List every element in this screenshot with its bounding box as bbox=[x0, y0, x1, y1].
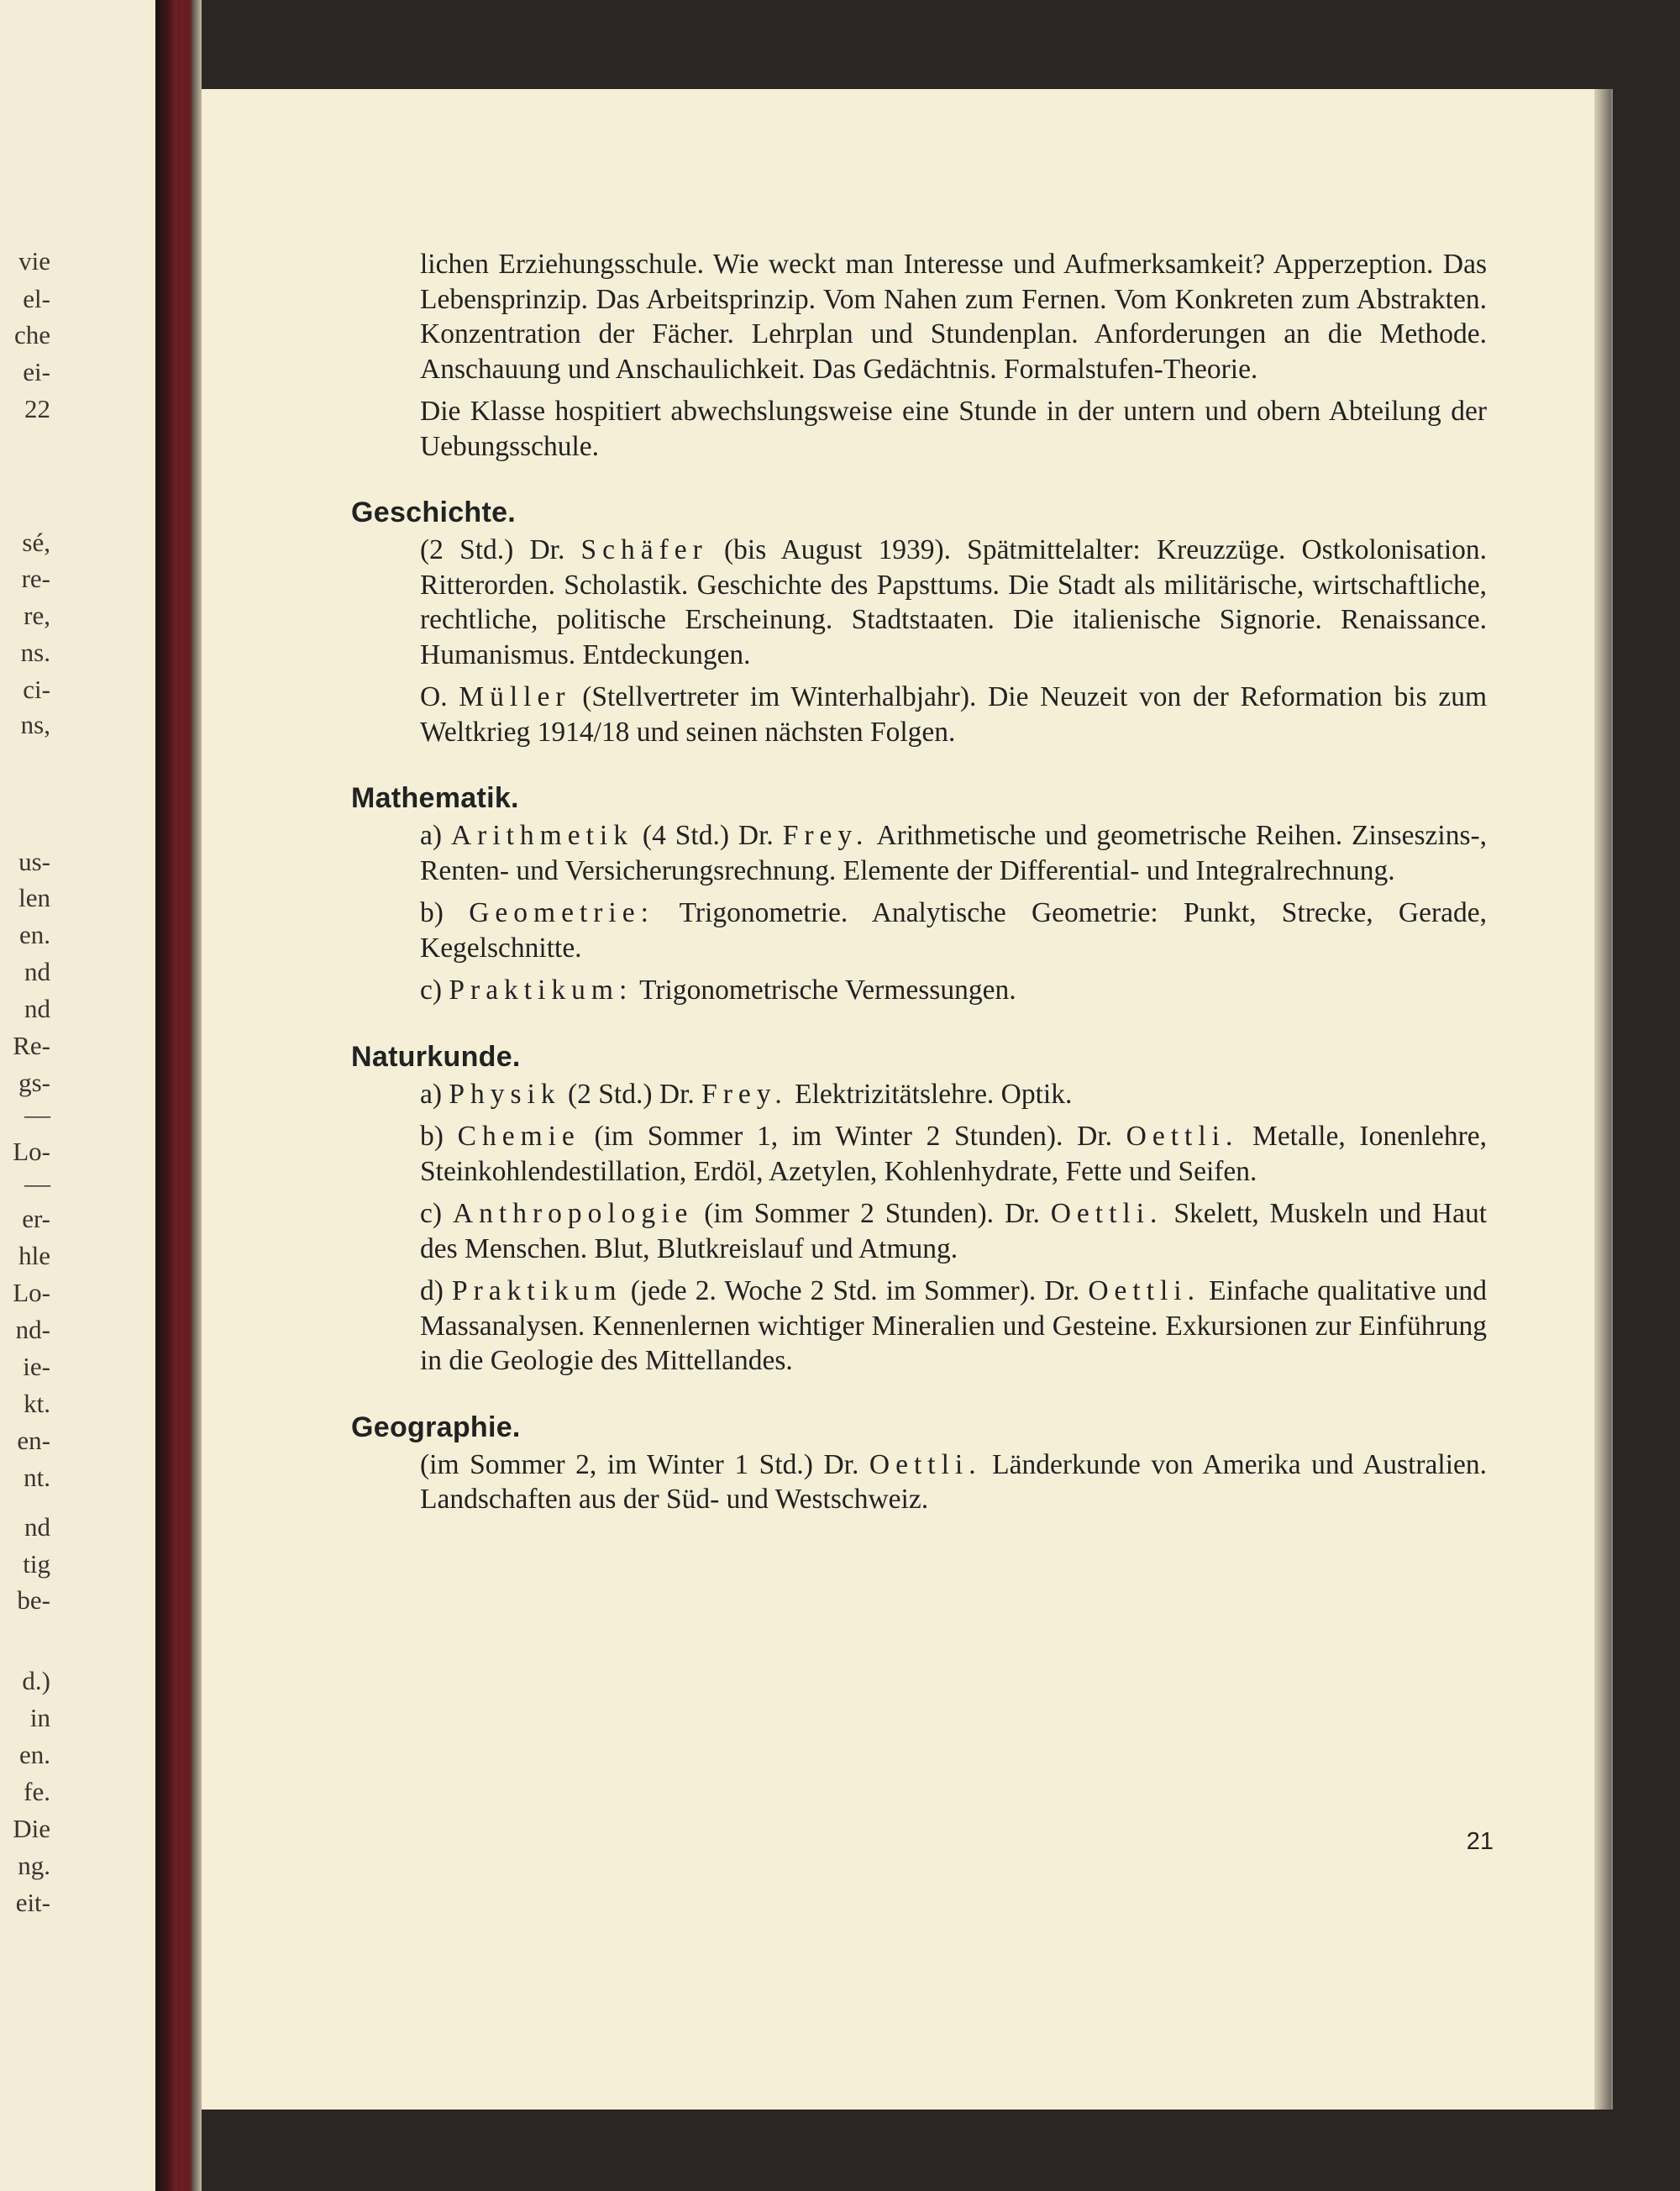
text-span: Elektrizitätslehre. Optik. bbox=[795, 1078, 1073, 1110]
left-page-fragment: d.) bbox=[22, 1666, 50, 1695]
left-page-fragment: nd bbox=[24, 1512, 50, 1542]
left-page-fragment: eit- bbox=[15, 1888, 50, 1917]
item-label: b) bbox=[420, 1121, 444, 1152]
left-page-fragment: — bbox=[24, 1169, 50, 1198]
left-page-fragment: us- bbox=[18, 847, 50, 876]
naturkunde-item-b bbox=[361, 1119, 1487, 1189]
item-label: d) bbox=[420, 1275, 444, 1306]
left-page-fragment: tig bbox=[23, 1549, 50, 1579]
naturkunde-item-c bbox=[361, 1196, 1487, 1266]
teacher-name: Oettli. bbox=[1050, 1198, 1163, 1229]
text-span: (im Sommer 1, im Winter 2 Stunden). Dr. bbox=[594, 1121, 1112, 1152]
teacher-name: Oettli. bbox=[1088, 1275, 1200, 1306]
left-page-fragment: 22 bbox=[24, 394, 50, 423]
text-span: (jede 2. Woche 2 Std. im Sommer). Dr. bbox=[630, 1275, 1080, 1306]
text-span: Trigonometrische Vermessungen. bbox=[639, 975, 1016, 1006]
teacher-name: Oettli. bbox=[1126, 1121, 1239, 1152]
heading-naturkunde: Naturkunde. bbox=[351, 1040, 521, 1073]
intro-paragraph-1 bbox=[361, 247, 1487, 386]
heading-mathematik: Mathematik. bbox=[351, 782, 519, 814]
previous-page-strip bbox=[0, 0, 168, 2191]
text-span: (2 Std.) Dr. bbox=[568, 1078, 695, 1110]
left-page-fragment: ci- bbox=[23, 675, 50, 704]
left-page-fragment: ns. bbox=[20, 638, 50, 667]
item-label: a) bbox=[420, 1078, 443, 1110]
left-page-fragment: re, bbox=[24, 601, 50, 630]
teacher-name: Frey. bbox=[701, 1078, 788, 1110]
subject-name: Arithmetik bbox=[450, 820, 633, 851]
mathematik-item-b bbox=[361, 896, 1487, 965]
subject-name: Praktikum bbox=[452, 1275, 622, 1306]
left-page-fragment: Lo- bbox=[13, 1137, 50, 1166]
text-span: (im Sommer 2 Stunden). Dr. bbox=[704, 1198, 1040, 1229]
subject-name: Anthropologie bbox=[452, 1198, 694, 1229]
left-page-fragment: in bbox=[29, 1703, 50, 1732]
left-page-fragment: hle bbox=[18, 1241, 50, 1270]
item-label: c) bbox=[420, 1198, 443, 1229]
text-span: Länderkunde von Amerika und Australien. Landschaften aus der Süd- und Westschweiz. bbox=[420, 1448, 1488, 1515]
subject-name: Physik bbox=[449, 1078, 561, 1110]
left-page-fragment: nd bbox=[24, 994, 50, 1023]
left-page-fragment: Die bbox=[13, 1814, 50, 1843]
left-page-fragment: en. bbox=[18, 920, 50, 949]
item-label: b) bbox=[420, 897, 444, 928]
left-page-fragment: ng. bbox=[18, 1851, 50, 1880]
text-span: (2 Std.) Dr. bbox=[420, 534, 565, 565]
left-page-fragment: ei- bbox=[23, 357, 50, 386]
text-span: Arithmetische und geometrische Reihen. Zinseszins-, Renten- und Versicherungsrechnung. Elemente der Differential- und Integralrechnung. bbox=[420, 820, 1488, 886]
left-page-fragment: nd- bbox=[15, 1315, 50, 1344]
page-edge bbox=[1594, 89, 1611, 2110]
naturkunde-item-a bbox=[361, 1077, 1487, 1112]
left-page-fragment: re- bbox=[21, 564, 50, 593]
mathematik-item-a bbox=[361, 818, 1487, 888]
naturkunde-item-d bbox=[361, 1274, 1487, 1379]
left-page-fragment: er- bbox=[22, 1204, 50, 1233]
left-page-fragment: kt. bbox=[24, 1389, 50, 1418]
left-page-fragment: — bbox=[24, 1100, 50, 1129]
left-page-fragment: Re- bbox=[13, 1031, 50, 1060]
intro-paragraph-2 bbox=[361, 394, 1487, 464]
heading-geographie: Geographie. bbox=[351, 1411, 521, 1443]
teacher-name: Frey. bbox=[782, 820, 869, 851]
left-page-fragment: vie bbox=[18, 246, 50, 276]
left-page-fragment: ns, bbox=[20, 710, 50, 739]
teacher-name: Oettli. bbox=[869, 1448, 982, 1480]
left-page-fragment: nt. bbox=[24, 1463, 50, 1492]
subject-name: Praktikum: bbox=[449, 975, 633, 1006]
book-gutter bbox=[155, 0, 202, 2191]
text-span: Metalle, Ionenlehre, Steinkohlendestillation, Erdöl, Azetylen, Kohlenhydrate, Fette und Seifen. bbox=[420, 1121, 1488, 1187]
intro-text-1: lichen Erziehungsschule. Wie weckt man Interesse und Aufmerksamkeit? Apperzeption. Das Lebensprinzip. Das Arbeitsprinzip. Vom Nahen zum Fernen. Vom Konkreten zum Abstrakten. Konzentration der Fächer. Lehrplan und Stundenplan. Anforderungen an die Methode. Anschauung und Anschaulichkeit. Das Gedächtnis. Formalstufen-Theorie. bbox=[420, 249, 1487, 385]
left-page-fragment: Lo- bbox=[13, 1278, 50, 1307]
item-label: c) bbox=[420, 975, 443, 1006]
bookmark-ribbon bbox=[180, 0, 192, 2191]
left-page-fragment: che bbox=[13, 320, 50, 349]
text-span: Skelett, Muskeln und Haut des Menschen. Blut, Blutkreislauf und Atmung. bbox=[420, 1198, 1488, 1264]
mathematik-item-c bbox=[361, 973, 1487, 1008]
text-span: Einfache qualitative und Massanalysen. Kennenlernen wichtiger Mineralien und Gesteine. Exkursionen zur Einführung in die Geologie des Mittellandes. bbox=[420, 1275, 1488, 1376]
subject-name: Geometrie: bbox=[469, 897, 654, 928]
heading-geschichte: Geschichte. bbox=[351, 497, 517, 528]
geschichte-paragraph-1 bbox=[361, 533, 1487, 672]
teacher-name: Schäfer bbox=[580, 534, 708, 565]
left-page-fragment: ie- bbox=[23, 1352, 50, 1381]
left-page-fragment: be- bbox=[17, 1585, 50, 1615]
text-span: (bis August 1939). Spätmittelalter: Kreuzzüge. Ostkolonisation. Ritterorden. Scholastik. Geschichte des Papsttums. Die Stadt als militärische, wirtschaftliche, rechtliche, politische Erscheinung. Stadtstaaten. Die italienische Signorie. Renaissance. Humanismus. Entdeckungen. bbox=[420, 534, 1488, 670]
left-page-fragment: fe. bbox=[24, 1777, 50, 1806]
left-page-fragment: len bbox=[18, 883, 50, 912]
page-number: 21 bbox=[1466, 1828, 1494, 1855]
left-page-fragment: nd bbox=[24, 957, 50, 986]
left-page-fragment: en- bbox=[17, 1426, 50, 1455]
text-span: Trigonometrie. Analytische Geometrie: Punkt, Strecke, Gerade, Kegelschnitte. bbox=[420, 897, 1487, 964]
intro-text-2: Die Klasse hospitiert abwechslungsweise eine Stunde in der untern und obern Abteilung der Uebungsschule. bbox=[420, 396, 1487, 462]
left-page-fragment: gs- bbox=[18, 1068, 50, 1097]
left-page-fragment: sé, bbox=[22, 528, 50, 557]
left-page-fragment: en. bbox=[18, 1740, 50, 1769]
text-block bbox=[351, 247, 1488, 1525]
subject-name: Chemie bbox=[457, 1121, 580, 1152]
left-page-fragment: el- bbox=[23, 284, 50, 313]
geographie-paragraph-1 bbox=[361, 1448, 1487, 1517]
geschichte-paragraph-2 bbox=[361, 680, 1487, 749]
text-span: O. bbox=[420, 681, 448, 712]
text-span: (Stellvertreter im Winterhalbjahr). Die Neuzeit von der Reformation bis zum Weltkrieg 1914/18 und seinen nächsten Folgen. bbox=[420, 681, 1487, 748]
item-label: a) bbox=[420, 820, 443, 851]
book-page bbox=[202, 89, 1598, 2110]
text-span: (im Sommer 2, im Winter 1 Std.) Dr. bbox=[420, 1448, 859, 1480]
text-span: (4 Std.) Dr. bbox=[642, 820, 774, 851]
teacher-name: Müller bbox=[459, 681, 571, 712]
